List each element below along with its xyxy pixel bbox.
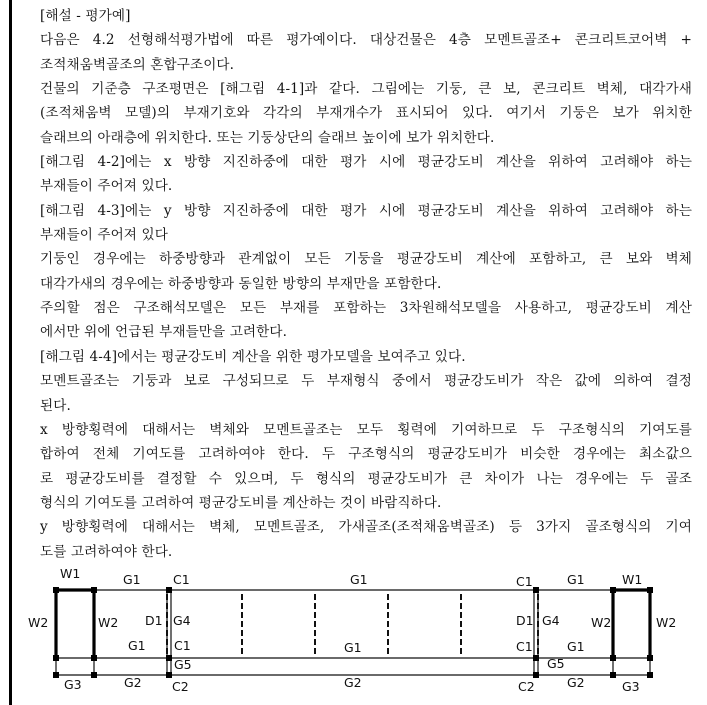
body-paragraph	[40, 345, 692, 369]
column-marker	[647, 655, 653, 661]
column-marker	[533, 672, 539, 678]
body-paragraph	[40, 515, 692, 564]
label-w2-right-outer: W2	[656, 615, 676, 630]
label-g2-right: G2	[567, 675, 585, 690]
section-heading: [해설 - 평가예]	[40, 8, 131, 24]
column-marker	[53, 587, 59, 593]
paragraph-line: 도를 고려하여야 한다.	[40, 543, 173, 560]
body-paragraph	[40, 418, 692, 515]
label-c1-top-left: C1	[173, 572, 190, 587]
label-g4-right: G4	[542, 613, 560, 628]
label-w1-right: W1	[622, 572, 643, 587]
paragraph-line: 부재들이 주어져 있다.	[40, 178, 173, 195]
column-marker	[166, 587, 172, 593]
column-marker	[53, 672, 59, 678]
paragraph-line: 로 평균강도비를 결정할 수 있으며, 두 형식의 평균강도비가 큰 차이가 나는 경우에는 두 골조	[40, 470, 692, 487]
paragraph-line: [해그림 4-2]에는 x 방향 지진하중에 대한 평가 시에 평균강도비 계산을 위하여 고려해야 하는	[40, 154, 692, 171]
column-marker	[166, 655, 172, 661]
label-g1-top-right: G1	[567, 572, 585, 587]
paragraph-line: y 방향횡력에 대해서는 벽체, 모멘트골조, 가새골조(조적채움벽골조) 등 3가지 골조형식의 기여	[40, 519, 692, 536]
body-paragraph	[40, 247, 692, 296]
label-g2-center: G2	[344, 675, 362, 690]
commentary-section	[40, 4, 692, 564]
paragraph-line: 모멘트골조는 기둥과 보로 구성되므로 두 부재형식 중에서 평균강도비가 작은 값에 의하여 결정	[40, 373, 692, 390]
label-g4-left: G4	[173, 613, 191, 628]
body-paragraph	[40, 199, 692, 248]
paragraph-line: 슬래브의 아래층에 위치한다. 또는 기둥상단의 슬래브 높이에 보가 위치한다.	[40, 129, 495, 146]
column-marker	[166, 672, 172, 678]
body-paragraph	[40, 150, 692, 199]
floor-plan-figure	[26, 560, 676, 698]
label-d1-right: D1	[516, 613, 534, 628]
paragraph-line: 부재들이 주어져 있다	[40, 227, 168, 244]
paragraph-list	[40, 28, 692, 564]
label-w2-left-outer: W2	[28, 615, 49, 630]
label-c2-left: C2	[172, 679, 189, 694]
paragraph-line: [해그림 4-4]에서는 평균강도비 계산을 위한 평가모델을 보여주고 있다.	[40, 348, 466, 365]
paragraph-line: 다음은 4.2 선형해석평가법에 따른 평가예이다. 대상건물은 4층 모멘트골조+ 콘크리트코어벽 +	[40, 32, 692, 49]
paragraph-line: 대각가새의 경우에는 하중방향과 동일한 방향의 부재만을 포함한다.	[40, 275, 442, 292]
column-marker	[91, 672, 97, 678]
label-g2-left: G2	[124, 675, 142, 690]
label-g1-top-mid: G1	[350, 572, 368, 587]
label-c1-mid-left: C1	[174, 638, 191, 653]
column-marker	[533, 655, 539, 661]
paragraph-line: x 방향횡력에 대해서는 벽체와 모멘트골조는 모두 횡력에 기여하므로 두 구조형식의 기여도를	[40, 421, 692, 438]
label-w2-right-inner: W2	[591, 615, 612, 630]
paragraph-line: 주의할 점은 구조해석모델은 모든 부재를 포함하는 3차원해석모델을 사용하고, 평균강도비 계산	[40, 300, 692, 317]
label-g1-top-left: G1	[123, 572, 141, 587]
column-marker	[647, 587, 653, 593]
column-marker	[91, 587, 97, 593]
label-g1-mid-center: G1	[344, 640, 362, 655]
paragraph-line: 조적채움벽골조의 혼합구조이다.	[40, 56, 235, 73]
paragraph-line: 형식의 기여도를 고려하여 평균강도비를 계산하는 것이 바람직하다.	[40, 494, 442, 511]
label-g1-mid-left: G1	[128, 638, 146, 653]
label-c1-top-right: C1	[516, 574, 533, 589]
body-paragraph	[40, 77, 692, 150]
label-c1-mid-right: C1	[516, 639, 533, 654]
wall-right	[613, 590, 650, 658]
body-paragraph	[40, 28, 692, 77]
column-marker	[610, 587, 616, 593]
paragraph-line: 합하여 전체 기여도를 고려하여야 한다. 두 구조형식의 평균강도비가 비슷한 경우에는 최소값으	[40, 446, 692, 463]
column-marker	[53, 655, 59, 661]
wall-left	[56, 590, 94, 658]
label-g3-right: G3	[622, 679, 640, 694]
column-marker	[91, 655, 97, 661]
body-paragraph	[40, 369, 692, 418]
paragraph-line: 에서만 위에 언급된 부재들만을 고려한다.	[40, 324, 288, 341]
column-marker	[610, 672, 616, 678]
column-marker	[610, 655, 616, 661]
paragraph-line: 된다.	[40, 397, 71, 414]
label-g5-right: G5	[547, 656, 565, 671]
left-margin-rule	[9, 0, 12, 705]
member-labels	[28, 566, 676, 694]
column-marker	[533, 587, 539, 593]
label-c2-right: C2	[518, 679, 535, 694]
label-g3-left: G3	[64, 677, 82, 692]
label-g5-left: G5	[174, 657, 192, 672]
body-paragraph	[40, 296, 692, 345]
label-d1-left: D1	[145, 613, 163, 628]
label-w1-left: W1	[60, 566, 81, 581]
label-w2-left-inner: W2	[98, 615, 119, 630]
paragraph-line: 건물의 기준층 구조평면은 [해그림 4-1]과 같다. 그림에는 기둥, 큰 보, 콘크리트 벽체, 대각가새	[40, 81, 692, 98]
paragraph-line: [해그림 4-3]에는 y 방향 지진하중에 대한 평가 시에 평균강도비 계산을 위하여 고려해야 하는	[40, 202, 692, 219]
column-marker	[647, 672, 653, 678]
paragraph-line: (조적채움벽 모델)의 부재기호와 각각의 부재개수가 표시되어 있다. 여기서 기둥은 보가 위치한	[40, 105, 692, 122]
paragraph-line: 기둥인 경우에는 하중방향과 관계없이 모든 기둥을 평균강도비 계산에 포함하고, 큰 보와 벽체	[40, 251, 692, 268]
label-g1-mid-right: G1	[567, 639, 585, 654]
